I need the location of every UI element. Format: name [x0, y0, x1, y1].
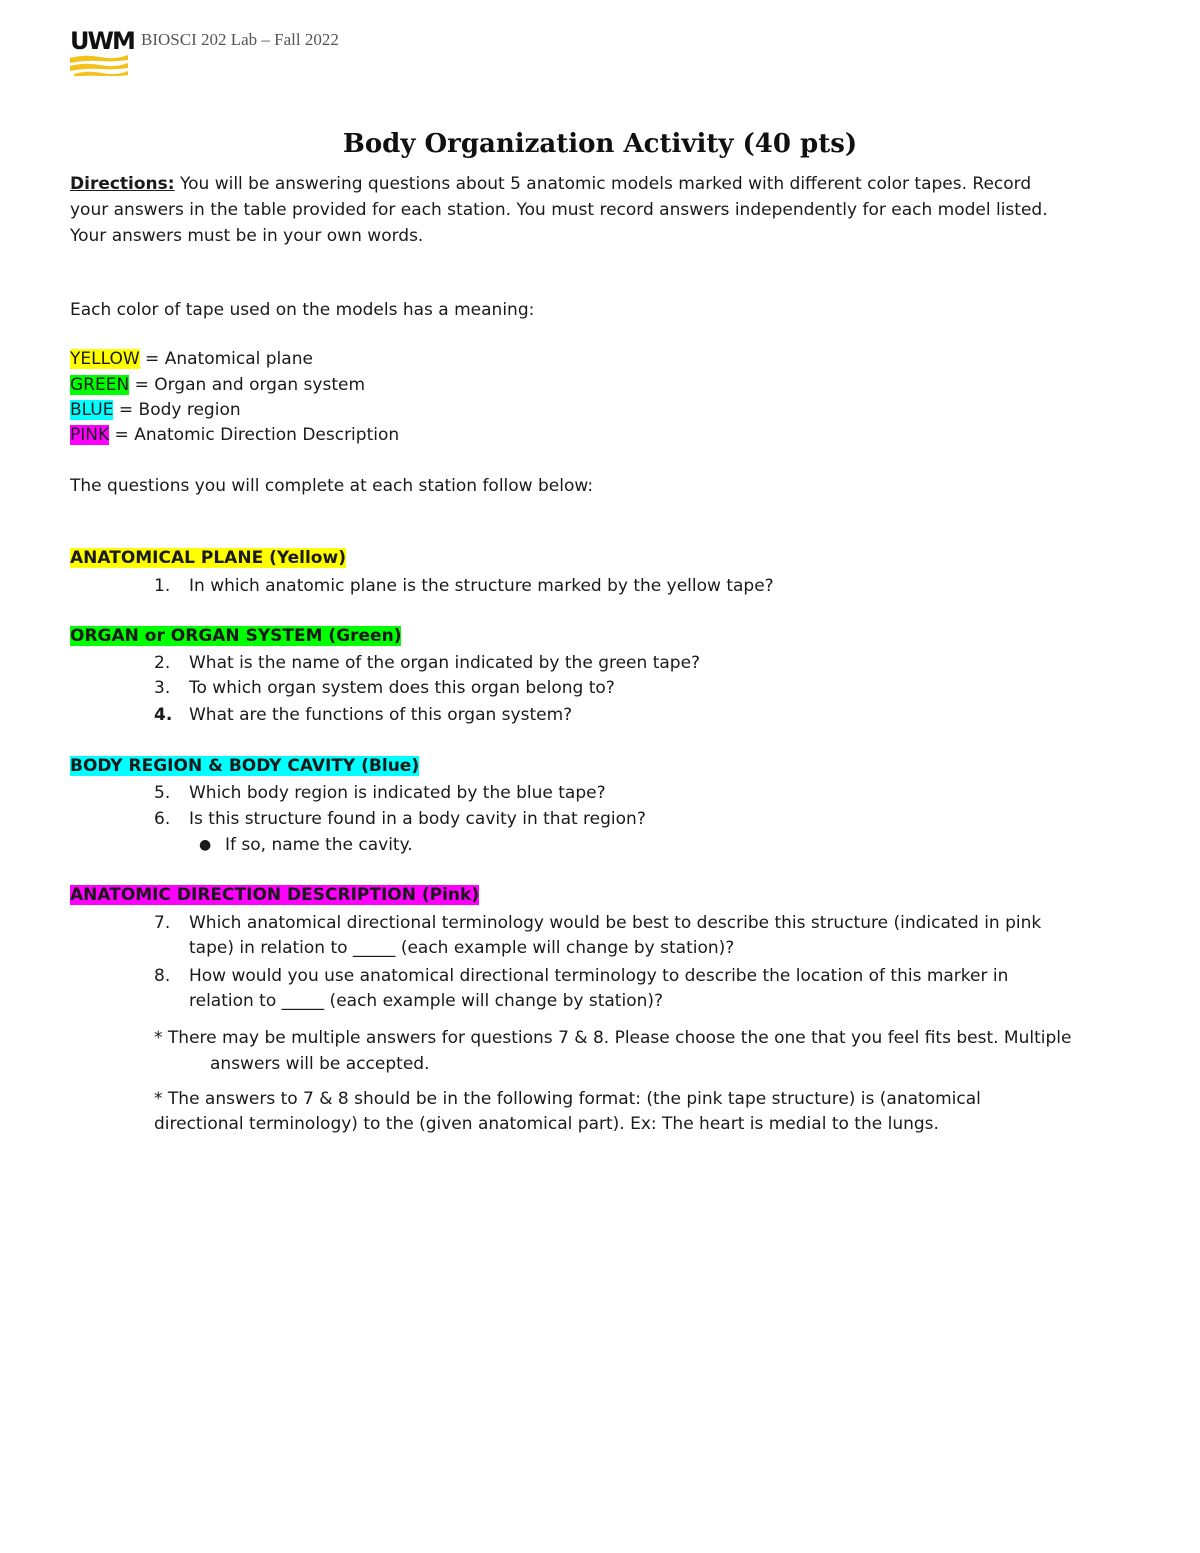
question-number: 7.: [154, 913, 171, 933]
question-number: 5.: [154, 783, 171, 803]
question-text: What are the functions of this organ system?: [189, 705, 573, 725]
section-heading-direction: ANATOMIC DIRECTION DESCRIPTION (Pink): [70, 885, 480, 905]
note-1-line-1: * There may be multiple answers for questions 7 & 8. Please choose the one that you feel fits best. Multiple: [154, 1028, 1072, 1048]
note-1-line-2: answers will be accepted.: [210, 1054, 430, 1074]
directions-line-1: [70, 171, 1031, 197]
legend-item-green: [70, 372, 365, 398]
legend-item-pink: [70, 422, 399, 448]
question-number: 8.: [154, 966, 171, 986]
legend-meaning: = Anatomical plane: [139, 349, 313, 369]
legend-meaning: = Body region: [113, 400, 241, 420]
question-text: What is the name of the organ indicated by the green tape?: [189, 653, 701, 673]
legend-item-blue: [70, 397, 241, 423]
page-title: Body Organization Activity (40 pts): [342, 129, 858, 159]
logo-wordmark: UWM: [70, 27, 134, 55]
legend-color-word: YELLOW: [70, 349, 140, 369]
questions-intro: The questions you will complete at each station follow below:: [70, 476, 594, 496]
bullet-text: If so, name the cavity.: [225, 835, 413, 855]
note-2-line-2: directional terminology) to the (given anatomical part). Ex: The heart is medial to the lungs.: [154, 1114, 939, 1134]
question-text: Which anatomical directional terminology would be best to describe this structure (indicated in pink: [189, 913, 1042, 933]
directions-line-3: Your answers must be in your own words.: [70, 226, 424, 246]
question-number: 1.: [154, 576, 171, 596]
question-text: In which anatomic plane is the structure marked by the yellow tape?: [189, 576, 774, 596]
section-heading-region: BODY REGION & BODY CAVITY (Blue): [70, 756, 420, 776]
question-number: 3.: [154, 678, 171, 698]
section-heading-organ: ORGAN or ORGAN SYSTEM (Green): [70, 626, 402, 646]
legend-meaning: = Organ and organ system: [129, 375, 366, 395]
legend-intro: Each color of tape used on the models has a meaning:: [70, 300, 535, 320]
question-text: How would you use anatomical directional terminology to describe the location of this marker in: [189, 966, 1009, 986]
directions-line-2: your answers in the table provided for each station. You must record answers independently for each model listed.: [70, 200, 1048, 220]
question-text: tape) in relation to _____ (each example will change by station)?: [189, 938, 735, 958]
question-text: To which organ system does this organ belong to?: [189, 678, 615, 698]
course-header: BIOSCI 202 Lab – Fall 2022: [141, 30, 339, 49]
logo-stripes-icon: [70, 54, 128, 76]
question-text: Which body region is indicated by the blue tape?: [189, 783, 606, 803]
question-text: Is this structure found in a body cavity in that region?: [189, 809, 646, 829]
section-heading-plane: ANATOMICAL PLANE (Yellow): [70, 548, 346, 568]
legend-color-word: BLUE: [70, 400, 114, 420]
bullet-icon: ●: [199, 837, 212, 853]
legend-color-word: PINK: [70, 425, 110, 445]
note-2-line-1: * The answers to 7 & 8 should be in the following format: (the pink tape structure) is (anatomical: [154, 1089, 981, 1109]
question-number: 6.: [154, 809, 171, 829]
uwm-logo: [70, 27, 134, 78]
legend-item-yellow: [70, 346, 313, 372]
directions-text-1: You will be answering questions about 5 anatomic models marked with different color tapes. Record: [174, 174, 1032, 194]
question-text: relation to _____ (each example will change by station)?: [189, 991, 664, 1011]
question-number: 4.: [154, 705, 173, 725]
directions-label: Directions:: [70, 174, 175, 194]
legend-color-word: GREEN: [70, 375, 130, 395]
legend-meaning: = Anatomic Direction Description: [109, 425, 400, 445]
question-number: 2.: [154, 653, 171, 673]
